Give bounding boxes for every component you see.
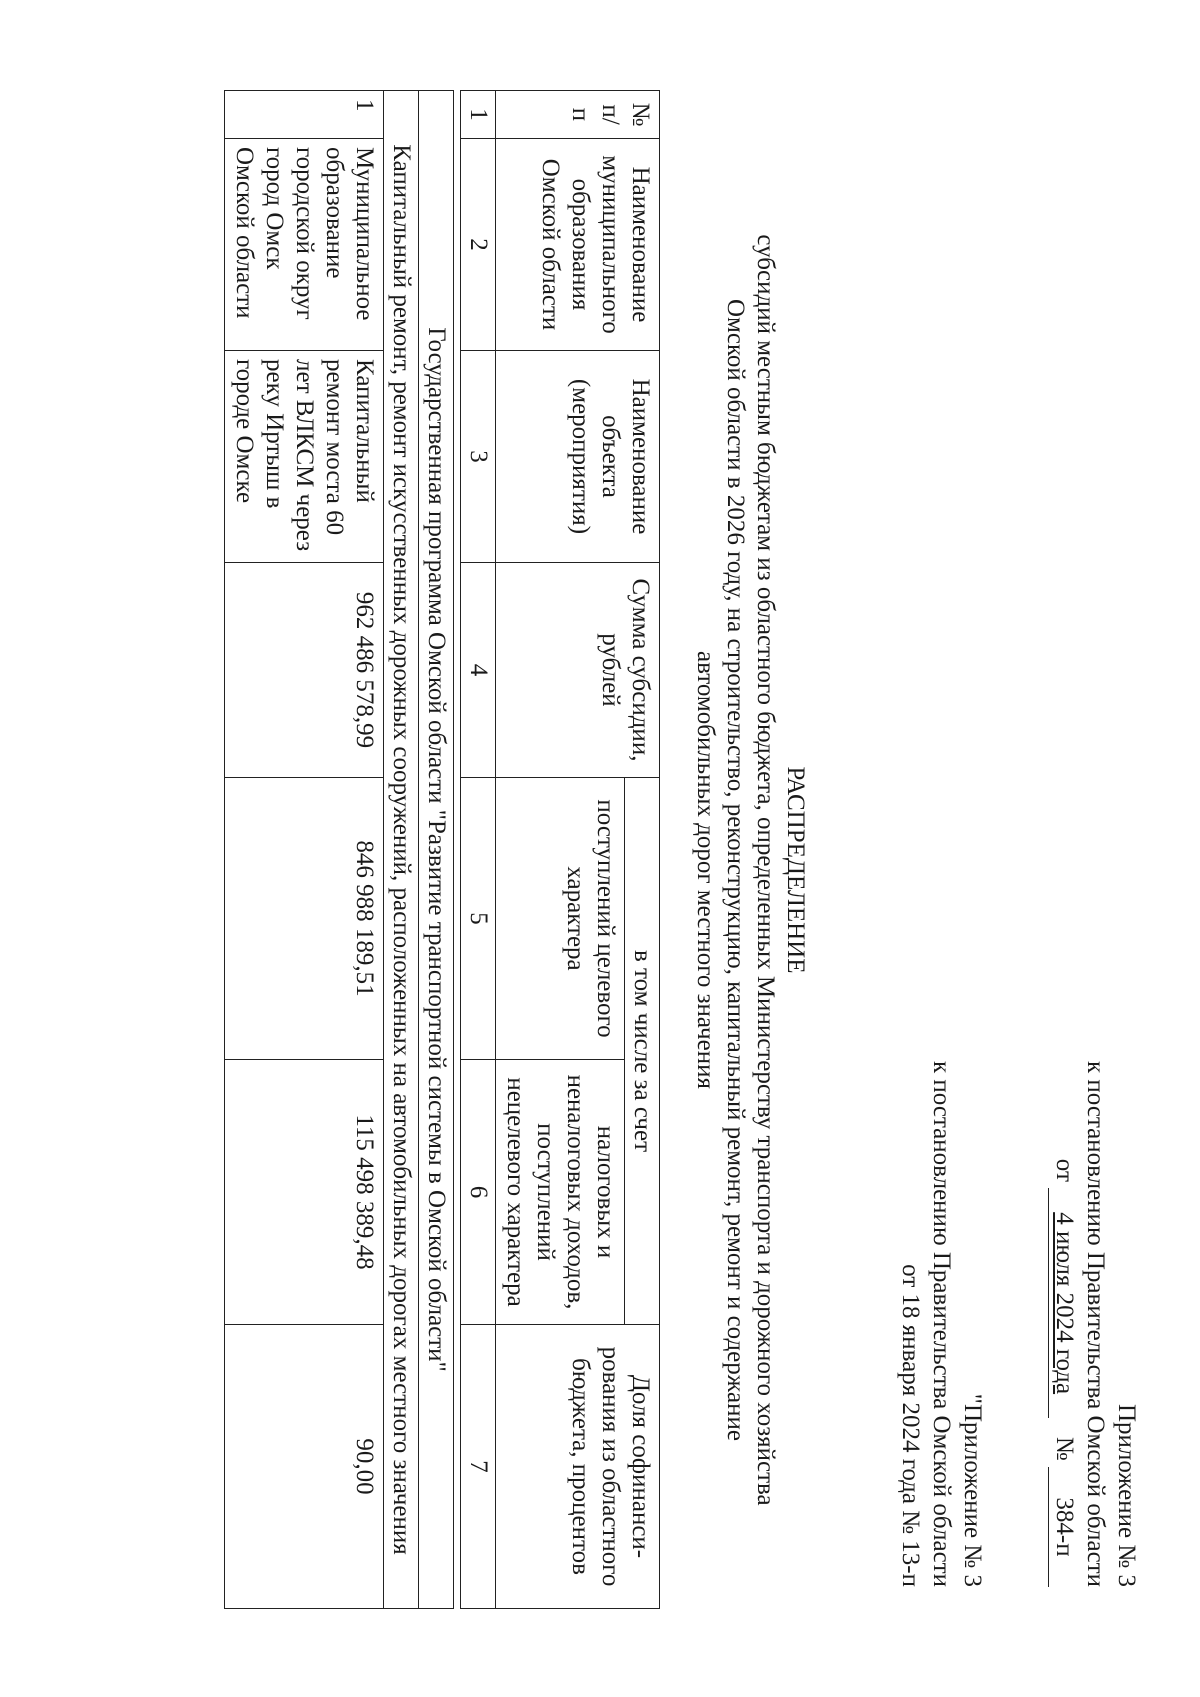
from-label: от [1051,1158,1078,1182]
column-number: 2 [461,139,496,351]
header-object: Наименование объекта (мероприятия) [496,351,660,563]
row-share: 90,00 [225,1325,384,1609]
column-number: 7 [461,1325,496,1609]
table-gap [454,91,461,1609]
decree-number: 384-п [1048,1467,1080,1587]
title-line-1: субсидий местным бюджетам из областного бюджета, определенных Министерству транспорта и дорожного хозяйства [752,234,779,1506]
row-tax: 115 498 389,48 [225,1060,384,1325]
header-targeted: поступлений целевого характера [496,778,625,1060]
title-heading: РАСПРЕДЕЛЕНИЕ [782,766,809,974]
row-targeted: 846 988 189,51 [225,778,384,1060]
program-title: Государственная программа Омской области "Развитие транспортной системы в Омской области" [419,91,454,1609]
row-num: 1 [225,91,384,139]
row-municipality: Муниципальное образование городской округ город Омск Омской области [225,139,384,351]
column-number: 3 [461,351,496,563]
section-title: Капитальный ремонт, ремонт искусственных дорожных сооружений, расположенных на автомобильных дорогах местного значения [384,91,419,1609]
table-row [225,91,384,1609]
decree-reference: к постановлению Правительства Омской области [1082,1060,1109,1587]
header-municipality: Наименование муниципального образования Омской области [496,139,660,351]
prev-decree-reference: к постановлению Правительства Омской области [928,1060,955,1587]
header-sum: Сумма субсидии, рублей [496,563,660,778]
appendix-header-current [1048,1061,1142,1587]
appendix-label: Приложение № 3 [1113,1403,1140,1587]
header-share: Доля софинанси-рования из областного бюджета, процентов [496,1325,660,1609]
program-row [419,91,454,1609]
header-num: № п/п [496,91,660,139]
header-tax: налоговых и неналоговых доходов, поступлений нецелевого характера [496,1060,625,1325]
decree-date: 4 июля 2024 года [1048,1188,1080,1418]
prev-appendix-label: "Приложение № 3 [959,1393,986,1587]
decree-date-line [1048,1061,1080,1587]
distribution-table [224,90,660,1609]
section-row [384,91,419,1609]
number-label: № [1051,1436,1078,1461]
header-including: в том числе за счет [625,778,660,1325]
column-number: 1 [461,91,496,139]
appendix-header-previous [895,1061,988,1587]
title-line-2: Омской области в 2026 году, на строительство, реконструкцию, капитальный ремонт, ремонт и содержание [722,298,749,1442]
column-numbers-row [461,91,496,1609]
column-number: 4 [461,563,496,778]
document-title [690,120,810,1620]
column-number: 5 [461,778,496,1060]
row-sum: 962 486 578,99 [225,563,384,778]
row-object: Капитальный ремонт моста 60 лет ВЛКСМ через реку Иртыш в городе Омске [225,351,384,563]
prev-decree-date: от 18 января 2024 года № 13-п [897,1264,924,1587]
title-line-3: автомобильных дорог местного значения [692,651,719,1089]
column-number: 6 [461,1060,496,1325]
table-header-row-1 [625,91,660,1609]
